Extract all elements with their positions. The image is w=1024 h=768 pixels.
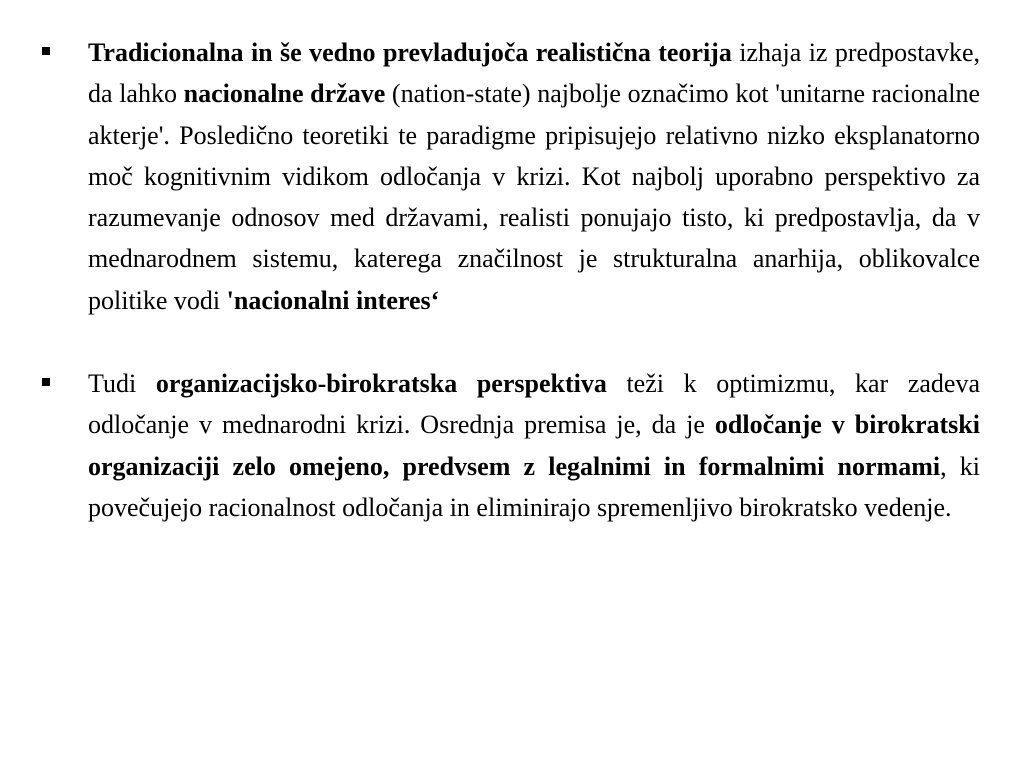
bold-phrase: organizacijsko-birokratska perspektiva xyxy=(155,369,607,399)
square-bullet-icon xyxy=(40,32,88,73)
bullet-text xyxy=(88,32,980,321)
text-run: teži k optimizmu, kar zadeva odločanje v mednarodni krizi. Osrednja premisa je, da je xyxy=(88,369,980,440)
bold-phrase: nacionalne države xyxy=(183,79,386,109)
text-run: izhaja iz predpostavke, da lahko xyxy=(88,38,980,109)
bullet-list xyxy=(40,32,980,528)
square-bullet-icon xyxy=(40,363,88,404)
text-run: , ki povečujejo racionalnost odločanja in eliminirajo spremenljivo birokratsko vedenje. xyxy=(88,451,980,522)
text-run: (nation-state) najbolje označimo kot 'unitarne racionalne akterje'. Posledično teoretiki te paradigme pripisujejo relativno nizko eksplanatorno moč kognitivnim vidikom odločanja v krizi. Kot najbolj uporabno perspektivo za razumevanje odnosov med državami, realisti ponujajo tisto, ki predpostavlja, da v mednarodnem sistemu, katerega značilnost je strukturalna anarhija, oblikovalce politike vodi xyxy=(88,79,980,315)
bold-phrase: odločanje v birokratski organizaciji zelo omejeno, predvsem z legalnimi in formalnimi normami xyxy=(88,410,980,481)
text-run: Tudi xyxy=(88,369,156,399)
bold-phrase: 'nacionalni interes‘ xyxy=(226,285,440,315)
bullet-text xyxy=(88,363,980,528)
bold-phrase: Tradicionalna in še vedno prevladujoča realistična teorija xyxy=(88,38,732,67)
bullet-item-bureaucratic-perspective xyxy=(40,363,980,528)
bullet-item-realist-theory xyxy=(40,32,980,321)
